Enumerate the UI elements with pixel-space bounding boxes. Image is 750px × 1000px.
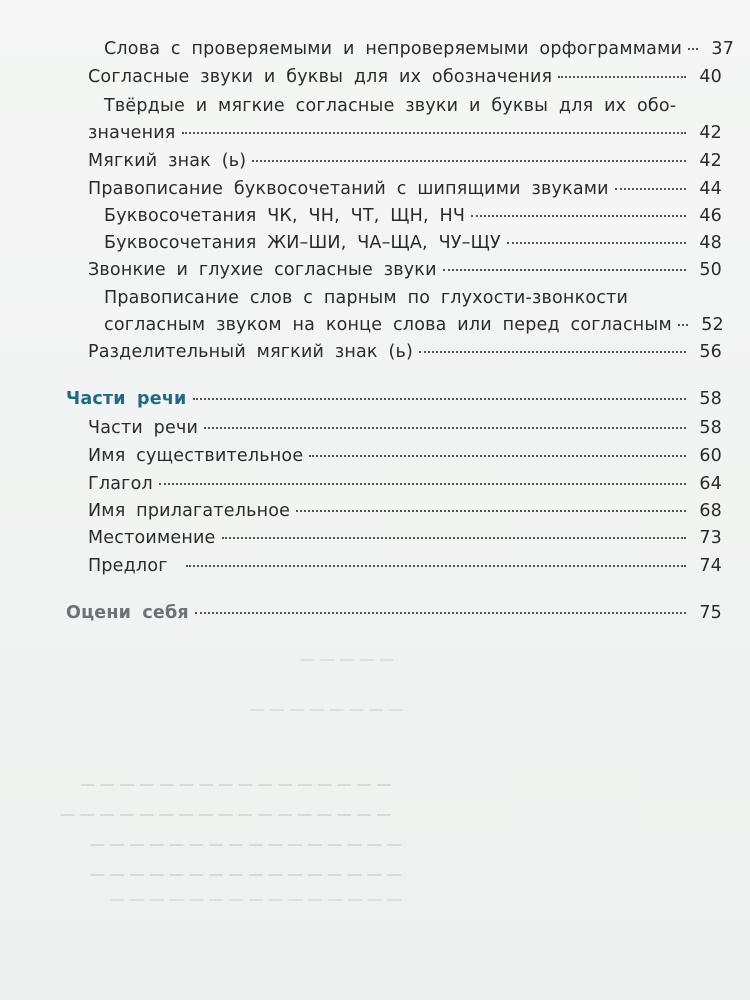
toc-entry-title: Местоимение: [88, 528, 216, 548]
toc-page-number: 75: [699, 603, 722, 623]
toc-page-number: 42: [699, 123, 722, 143]
toc-page-number: 58: [699, 389, 722, 409]
dot-leader: [471, 215, 686, 217]
bleed-through-text: — — — — — — — — — — — — — — — —: [80, 775, 392, 793]
toc-page-number: 68: [699, 501, 722, 521]
bleed-through-text: — — — — — — — — — — — — — — — —: [90, 835, 402, 853]
toc-entry-title: Мягкий знак (ь): [88, 151, 247, 171]
dot-leader: [182, 132, 686, 134]
toc-page-number: 40: [699, 67, 722, 87]
dot-leader: [222, 537, 686, 539]
dot-leader: [688, 48, 698, 50]
dot-leader: [193, 398, 687, 400]
toc-entry-title: Буквосочетания ЖИ–ШИ, ЧА–ЩА, ЧУ–ЩУ: [104, 233, 501, 253]
dot-leader: [159, 483, 686, 485]
dot-leader: [186, 565, 686, 567]
toc-page-number: 64: [699, 474, 722, 494]
toc-page-number: 60: [699, 446, 722, 466]
toc-row[interactable]: [88, 122, 722, 144]
toc-row[interactable]: [104, 314, 722, 336]
toc-row[interactable]: [88, 178, 722, 200]
toc-row[interactable]: [88, 500, 722, 522]
toc-row[interactable]: [104, 38, 735, 60]
toc-entry-title: согласным звуком на конце слова или перед согласным: [104, 315, 672, 335]
toc-entry-title: Согласные звуки и буквы для их обозначения: [88, 67, 553, 87]
toc-row[interactable]: [88, 66, 722, 88]
toc-page-number: 48: [699, 233, 722, 253]
bleed-through-text: — — — — —: [300, 650, 395, 668]
toc-entry-title: Части речи: [88, 418, 199, 438]
toc-entry-title: Буквосочетания ЧК, ЧН, ЧТ, ЩН, НЧ: [104, 206, 466, 226]
dot-leader: [558, 76, 686, 78]
toc-row[interactable]: [104, 205, 722, 227]
dot-leader: [443, 269, 686, 271]
dot-leader: [195, 612, 686, 614]
dot-leader: [419, 351, 686, 353]
toc-entry-title: Звонкие и глухие согласные звуки: [88, 260, 437, 280]
toc-entry-title: Предлог: [88, 556, 168, 576]
dot-leader: [204, 427, 686, 429]
toc-section-row[interactable]: [66, 602, 722, 624]
toc-page-number: 44: [699, 179, 722, 199]
dot-leader: [309, 455, 686, 457]
toc-row[interactable]: [88, 150, 722, 172]
dot-leader: [615, 188, 686, 190]
bleed-through-text: — — — — — — — —: [250, 700, 404, 718]
self-assessment-title: Оцени себя: [66, 603, 189, 623]
toc-row[interactable]: [88, 259, 722, 281]
toc-row[interactable]: [88, 445, 722, 467]
dot-leader: [678, 324, 688, 326]
toc-page-number: 42: [699, 151, 722, 171]
toc-row[interactable]: [88, 555, 722, 577]
toc-entry-title: значения: [88, 123, 176, 143]
bleed-through-text: — — — — — — — — — — — — — — — —: [90, 865, 402, 883]
toc-page-number: 37: [711, 39, 735, 59]
toc-section-row[interactable]: [66, 388, 722, 410]
section-title: Части речи: [66, 389, 187, 409]
toc-row[interactable]: [88, 341, 722, 363]
toc-entry-title: Правописание буквосочетаний с шипящими звуками: [88, 179, 609, 199]
toc-entry-title: Твёрдые и мягкие согласные звуки и буквы для их обо-: [104, 96, 677, 116]
toc-page-number: 52: [701, 315, 724, 335]
bleed-through-text: — — — — — — — — — — — — — — —: [110, 890, 402, 908]
bleed-through-text: — — — — — — — — — — — — — — — — —: [60, 805, 392, 823]
toc-entry-title: Правописание слов с парным по глухости-звонкости: [104, 288, 629, 308]
dot-leader: [252, 160, 686, 162]
toc-page-number: 58: [699, 418, 722, 438]
toc-entry-title: Разделительный мягкий знак (ь): [88, 342, 414, 362]
toc-row[interactable]: [88, 473, 722, 495]
toc-entry-title: Слова с проверяемыми и непроверяемыми орфограммами: [104, 39, 683, 59]
toc-page-number: 50: [699, 260, 722, 280]
dot-leader: [507, 242, 686, 244]
toc-page-number: 73: [699, 528, 722, 548]
toc-entry-title: Имя прилагательное: [88, 501, 291, 521]
toc-entry-title: Имя существительное: [88, 446, 304, 466]
toc-entry-title: Глагол: [88, 474, 153, 494]
toc-page-number: 74: [699, 556, 722, 576]
toc-row[interactable]: [88, 417, 722, 439]
toc-row[interactable]: [104, 232, 722, 254]
toc-page-number: 56: [699, 342, 722, 362]
toc-row[interactable]: [88, 527, 722, 549]
toc-page-number: 46: [699, 206, 722, 226]
dot-leader: [296, 510, 686, 512]
